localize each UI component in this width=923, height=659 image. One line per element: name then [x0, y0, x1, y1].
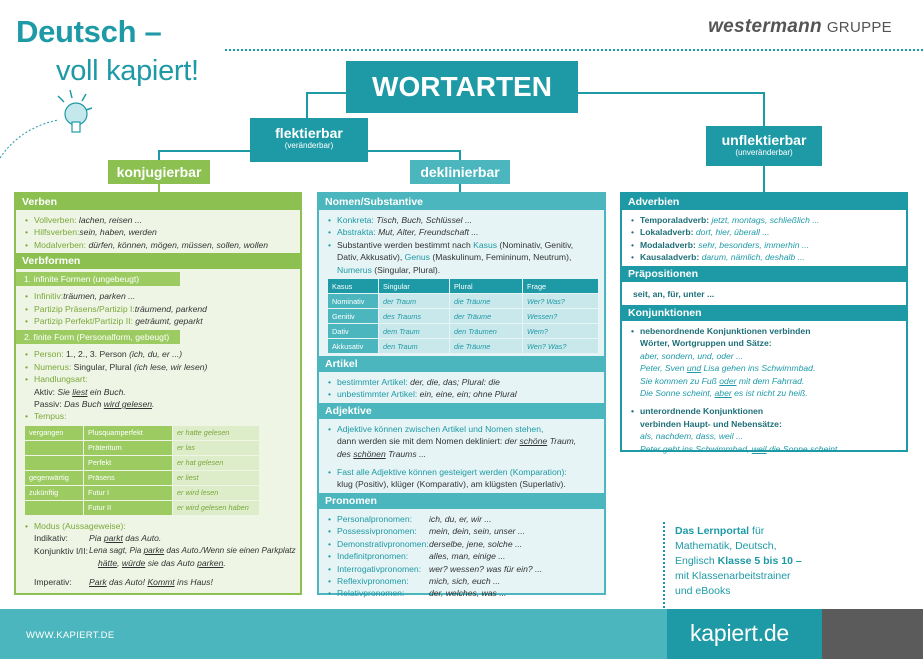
deklinierbar-panel [317, 192, 606, 599]
verben-list [16, 210, 300, 253]
text-line: Sie kommen zu Fuß oder mit dem Fahrrad. [640, 375, 805, 386]
list-item: • Reflexivpronomen: mich, sich, euch ... [328, 575, 595, 587]
list-item: • Interrogativpronomen: wer? wessen? was für ein? ... [328, 563, 595, 575]
text-line: des schönen Traums ... [337, 448, 427, 459]
list-item: • Konkreta: Tisch, Buch, Schlüssel ... [328, 214, 595, 226]
list-item: • Substantive werden bestimmt nach Kasus (Nominativ, Genitiv, [328, 239, 595, 251]
kasus-table [327, 278, 599, 354]
unflektierbar-label: unflektierbar [721, 132, 807, 148]
imperativ-line: Imperativ: Park das Auto! Kommt ins Haus! [34, 576, 213, 587]
root-box: WORTARTEN [346, 61, 578, 113]
table-row: Genitiv des Traums der Träume Wessen? [328, 309, 598, 323]
praepositionen-header: Präpositionen [622, 266, 906, 282]
table-row: zukünftig Futur I er wird lesen [25, 486, 259, 500]
artikel-header: Artikel [319, 356, 604, 372]
text-line: Die Sonne scheint, aber es ist nicht zu heiß. [640, 388, 808, 399]
text-line: Wörter, Wortgruppen und Sätze: [640, 338, 772, 349]
list-item: • Kausaladverb: darum, nämlich, deshalb ... [631, 251, 897, 263]
list-item: • Relativpronomen: der, welches, was ... [328, 587, 595, 599]
praepositionen-text: seit, an, für, unter ... [633, 288, 715, 299]
list-item: • Abstrakta: Mut, Alter, Freundschaft ... [328, 226, 595, 238]
publisher-logo [708, 16, 892, 38]
text-line: Das Lernportal für [675, 525, 765, 537]
aktiv-line: Aktiv: Sie liest ein Buch. [34, 386, 126, 397]
text-line: Mathematik, Deutsch, [675, 540, 777, 552]
deklinierbar-box: deklinierbar [410, 160, 510, 184]
connector [368, 150, 460, 152]
connector [158, 150, 250, 152]
flektierbar-label: flektierbar [275, 125, 343, 141]
list-item: • bestimmter Artikel: der, die, das; Plural: die [328, 376, 595, 388]
konjugierbar-box: konjugierbar [108, 160, 210, 184]
table-row: vergangen Plusquamperfekt er hatte gelesen [25, 426, 259, 440]
list-item: • Handlungsart: [25, 373, 291, 385]
list-item: • Modalverben: dürfen, können, mögen, müssen, sollen, wollen [25, 239, 291, 251]
page-subtitle: voll kapiert! [56, 55, 199, 87]
verben-header: Verben [16, 194, 300, 210]
list-item: • Temporaladverb: jetzt, montags, schließlich ... [631, 214, 897, 226]
table-row: Dativ dem Traum den Träumen Wem? [328, 324, 598, 338]
list-item: • Numerus: Singular, Plural (ich lese, wir lesen) [25, 361, 291, 373]
konjunktionen-header: Konjunktionen [622, 305, 906, 321]
page-title: Deutsch – [16, 14, 162, 49]
promo-text [675, 524, 802, 599]
pronomen-header: Pronomen [319, 493, 604, 509]
text-line: mit Klassenarbeitstrainer [675, 570, 791, 582]
lightbulb-icon [0, 88, 120, 168]
list-item: • Lokaladverb: dort, hier, überall ... [631, 226, 897, 238]
text-line: Peter geht ins Schwimmbad, weil die Sonne scheint. [640, 443, 840, 454]
list-item: • Modus (Aussageweise): [25, 520, 291, 532]
passiv-line: Passiv: Das Buch wird gelesen. [34, 399, 155, 410]
text-line: klug (Positiv), klüger (Komparativ), am klügsten (Superlativ). [337, 479, 566, 490]
promo-divider [663, 522, 665, 612]
list-item: • Partizip Präsens/Partizip I:träumend, parkend [25, 303, 291, 315]
list-item: • Demonstrativpronomen: derselbe, jene, solche ... [328, 538, 595, 550]
table-row: Präteritum er las [25, 441, 259, 455]
connector [578, 92, 764, 94]
footer-url[interactable]: WWW.KAPIERT.DE [26, 630, 115, 641]
list-item: • Infinitiv:träumen, parken ... [25, 290, 291, 302]
text-line: verbinden Haupt- und Nebensätze: [640, 418, 782, 429]
konjunktiv-line: Konjunktiv I/II: Lena sagt, Pia parke das Auto./Wenn sie einen Parkplatz [34, 545, 296, 556]
list-item: • Adjektive können zwischen Artikel und Nomen stehen, [328, 423, 595, 435]
finite-header: 2. finite Form (Personalform, gebeugt) [16, 330, 180, 344]
nomen-header: Nomen/Substantive [319, 194, 604, 210]
verbformen-header: Verbformen [16, 253, 300, 269]
verben-panel [14, 192, 302, 595]
table-row: Futur II er wird gelesen haben [25, 501, 259, 515]
table-row: Akkusativ den Traum die Träume Wen? Was? [328, 339, 598, 353]
brand-sub: GRUPPE [826, 19, 892, 36]
text-line: Numerus (Singular, Plural). [337, 264, 441, 275]
list-item: • Modaladverb: sehr, besonders, immerhin ... [631, 239, 897, 251]
list-item: • Personalpronomen: ich, du, er, wir ... [328, 513, 595, 525]
text-line: Peter, Sven und Lisa gehen ins Schwimmbad. [640, 363, 816, 374]
flektierbar-box [250, 118, 368, 162]
table-row: gegenwärtig Präsens er liest [25, 471, 259, 485]
adverbien-header: Adverbien [622, 194, 906, 210]
list-item: • Possessivpronomen: mein, dein, sein, unser ... [328, 525, 595, 537]
konjunktiv-line-2: hätte, würde sie das Auto parken. [98, 558, 226, 569]
flektierbar-sub: (veränderbar) [284, 141, 334, 150]
list-item: • Hilfsverben:sein, haben, werden [25, 226, 291, 238]
list-item: • nebenordnende Konjunktionen verbinden [631, 325, 897, 337]
list-item: • unbestimmter Artikel: ein, eine, ein; ohne Plural [328, 388, 595, 400]
tempus-table [24, 425, 260, 516]
list-item: • unterordnende Konjunktionen [631, 405, 897, 417]
text-line: dann werden sie mit dem Nomen dekliniert: der schöne Traum, [337, 436, 577, 447]
text-line: aber, sondern, und, oder ... [640, 350, 744, 361]
unflektierbar-panel [620, 192, 908, 452]
unflektierbar-box [706, 126, 822, 166]
text-line: Englisch Klasse 5 bis 10 – [675, 555, 802, 567]
footer-dark-box [822, 609, 923, 659]
infinite-header: 1. infinite Formen (ungebeugt) [16, 272, 180, 286]
adjektive-header: Adjektive [319, 403, 604, 419]
list-item: • Person: 1., 2., 3. Person (ich, du, er ...) [25, 348, 291, 360]
list-item: • Vollverben: lachen, reisen ... [25, 214, 291, 226]
text-line: als, nachdem, dass, weil ... [640, 431, 744, 442]
unflektierbar-sub: (unveränderbar) [735, 148, 793, 157]
text-line: und eBooks [675, 585, 731, 597]
indikativ-line: Indikativ: Pia parkt das Auto. [34, 533, 162, 544]
kapiert-logo[interactable]: kapiert.de [690, 620, 790, 646]
connector [763, 92, 765, 126]
text-line: Dativ, Akkusativ), Genus (Maskulinum, Femininum, Neutrum), [337, 252, 572, 263]
connector [306, 92, 346, 94]
list-item: • Indefinitpronomen: alles, man, einige ... [328, 550, 595, 562]
table-row: Kasus Singular Plural Frage [328, 279, 598, 293]
dotted-divider [225, 49, 923, 51]
table-row: Nominativ der Traum die Träume Wer? Was? [328, 294, 598, 308]
brand-main: westermann [708, 16, 822, 37]
list-item: • Partizip Perfekt/Partizip II: geträumt, geparkt [25, 315, 291, 327]
table-row: Perfekt er hat gelesen [25, 456, 259, 470]
list-item: • Tempus: [25, 410, 291, 422]
list-item: • Fast alle Adjektive können gesteigert werden (Komparation): [328, 466, 595, 478]
connector [306, 92, 308, 118]
